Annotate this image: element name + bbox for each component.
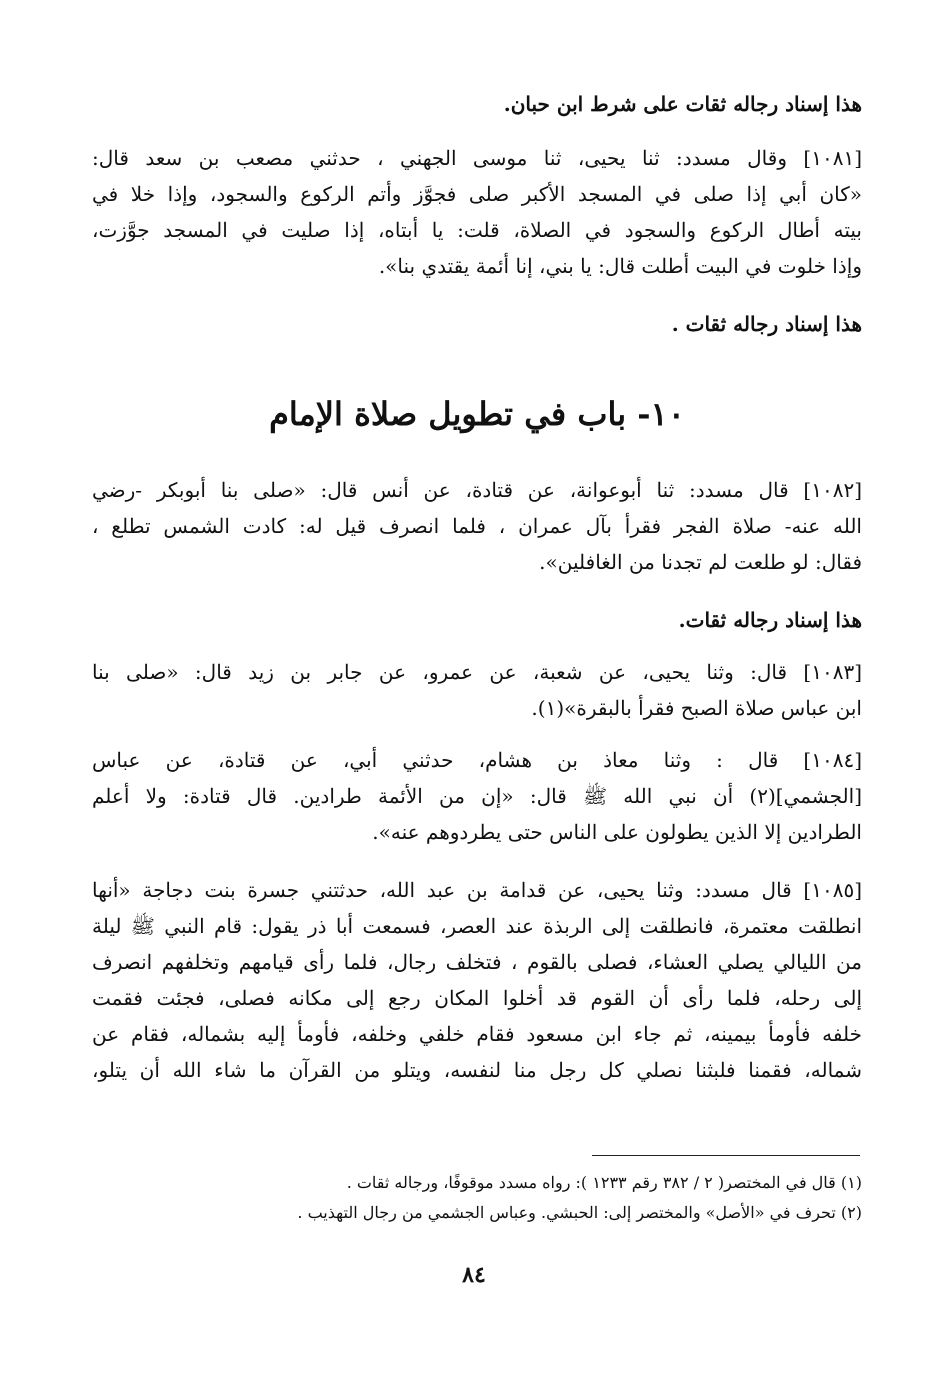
- hadith-line: من الليالي يصلي العشاء، فصلى بالقوم ، فتخلف رجال، فلما رأى قيامهم وتخلفهم انصرف: [92, 950, 862, 974]
- hadith-line: [١٠٨٣] قال: وثنا يحيى، عن شعبة، عن عمرو، عن جابر بن زيد قال: «صلى بنا: [92, 660, 862, 684]
- hadith-line: «كان أبي إذا صلى في المسجد الأكبر صلى فجوَّز وأتم الركوع والسجود، وإذا خلا في: [92, 182, 862, 206]
- isnad-note-1: [92, 86, 862, 122]
- isnad-note-2: [92, 306, 862, 342]
- isnad-note-3: [92, 602, 862, 638]
- hadith-line: خلفه فأومأ بيمينه، ثم جاء ابن مسعود فقام خلفي وخلفه، فأومأ إليه بشماله، فقام عن: [92, 1022, 862, 1046]
- hadith-line: انطلقت معتمرة، فانطلقت إلى الربذة عند العصر، فسمعت أبا ذر يقول: قام النبي ﷺ ليلة: [92, 914, 862, 938]
- hadith-1082: [92, 472, 862, 580]
- footnote-1: (١) قال في المختصر( ٢ / ٣٨٢ رقم ١٢٣٣ ): رواه مسدد موقوفًا، ورجاله ثقات .: [346, 1173, 862, 1192]
- hadith-line: فقال: لو طلعت لم تجدنا من الغافلين».: [539, 550, 862, 574]
- footnotes: [92, 1168, 862, 1228]
- hadith-line: بيته أطال الركوع والسجود في الصلاة، قلت: يا أبتاه، إذا صليت في المسجد جوَّزت،: [92, 218, 862, 242]
- hadith-line: [١٠٨٥] قال مسدد: وثنا يحيى، عن قدامة بن عبد الله، حدثتني جسرة بنت دجاجة «أنها: [92, 878, 862, 902]
- isnad-line: هذا إسناد رجاله ثقات .: [671, 312, 862, 336]
- hadith-line: وإذا خلوت في البيت أطلت قال: يا بني، إنا أئمة يقتدي بنا».: [378, 254, 862, 278]
- hadith-1083: [92, 654, 862, 726]
- chapter-heading: ١٠- باب في تطويل صلاة الإمام: [269, 395, 685, 433]
- hadith-line: [الجشمي](٢) أن نبي الله ﷺ قال: «إن من الأئمة طرادين. قال قتادة: ولا أعلم: [92, 784, 862, 808]
- isnad-line: هذا إسناد رجاله ثقات على شرط ابن حبان.: [503, 92, 862, 116]
- hadith-1084: [92, 742, 862, 850]
- page-number: ٨٤: [462, 1262, 486, 1288]
- hadith-line: ابن عباس صلاة الصبح فقرأ بالبقرة»(١).: [531, 696, 862, 720]
- footnote-2: (٢) تحرف في «الأصل» والمختصر إلى: الحبشي. وعباس الجشمي من رجال التهذيب .: [297, 1203, 862, 1222]
- hadith-line: شماله، فقمنا فلبثنا نصلي كل رجل منا لنفسه، ويتلو من القرآن ما شاء الله أن يتلو،: [92, 1058, 862, 1082]
- hadith-1085: [92, 872, 862, 1088]
- hadith-line: الطرادين إلا الذين يطولون على الناس حتى يطردوهم عنه».: [372, 820, 862, 844]
- hadith-1081: [92, 140, 862, 284]
- hadith-line: الله عنه- صلاة الفجر فقرأ بآل عمران ، فلما انصرف قيل له: كادت الشمس تطلع ،: [92, 514, 862, 538]
- hadith-line: [١٠٨١] وقال مسدد: ثنا يحيى، ثنا موسى الجهني ، حدثني مصعب بن سعد قال:: [92, 146, 862, 170]
- footnote-divider: [592, 1155, 860, 1156]
- isnad-line: هذا إسناد رجاله ثقات.: [678, 608, 862, 632]
- hadith-line: [١٠٨٤] قال : وثنا معاذ بن هشام، حدثني أبي، عن قتادة، عن عباس: [92, 748, 862, 772]
- hadith-line: إلى رحله، فلما رأى أن القوم قد أخلوا المكان رجع إلى مكانه فصلى، فجئت فقمت: [92, 986, 862, 1010]
- hadith-line: [١٠٨٢] قال مسدد: ثنا أبوعوانة، عن قتادة، عن أنس قال: «صلى بنا أبوبكر -رضي: [92, 478, 862, 502]
